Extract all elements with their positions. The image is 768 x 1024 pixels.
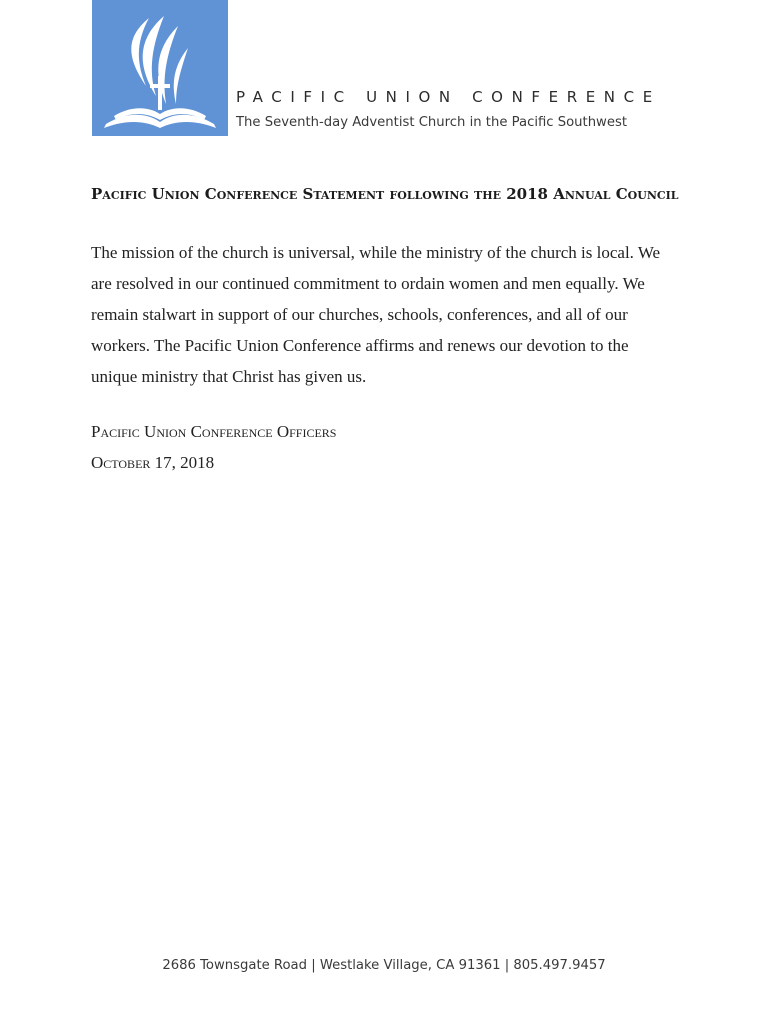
signoff-officers: Pacific Union Conference Officers [91, 422, 337, 441]
adventist-logo-icon [92, 0, 228, 136]
statement-date: October 17, 2018 [91, 453, 215, 472]
statement-title: Pacific Union Conference Statement following the 2018 Annual Council [91, 185, 679, 203]
statement-body: The mission of the church is universal, while the ministry of the church is local. We are resolved in our continued commitment to ordain women and men equally. We remain stalwart in support of our churches, schools, conferences, and all of our workers. The Pacific Union Conference affirms and renews our devotion to the unique ministry that Christ has given us. [91, 243, 661, 386]
org-tagline: The Seventh-day Adventist Church in the Pacific Southwest [236, 115, 627, 130]
footer-address: 2686 Townsgate Road | Westlake Village, CA 91361 | 805.497.9457 [162, 958, 606, 973]
org-name: PACIFIC UNION CONFERENCE [236, 88, 661, 106]
